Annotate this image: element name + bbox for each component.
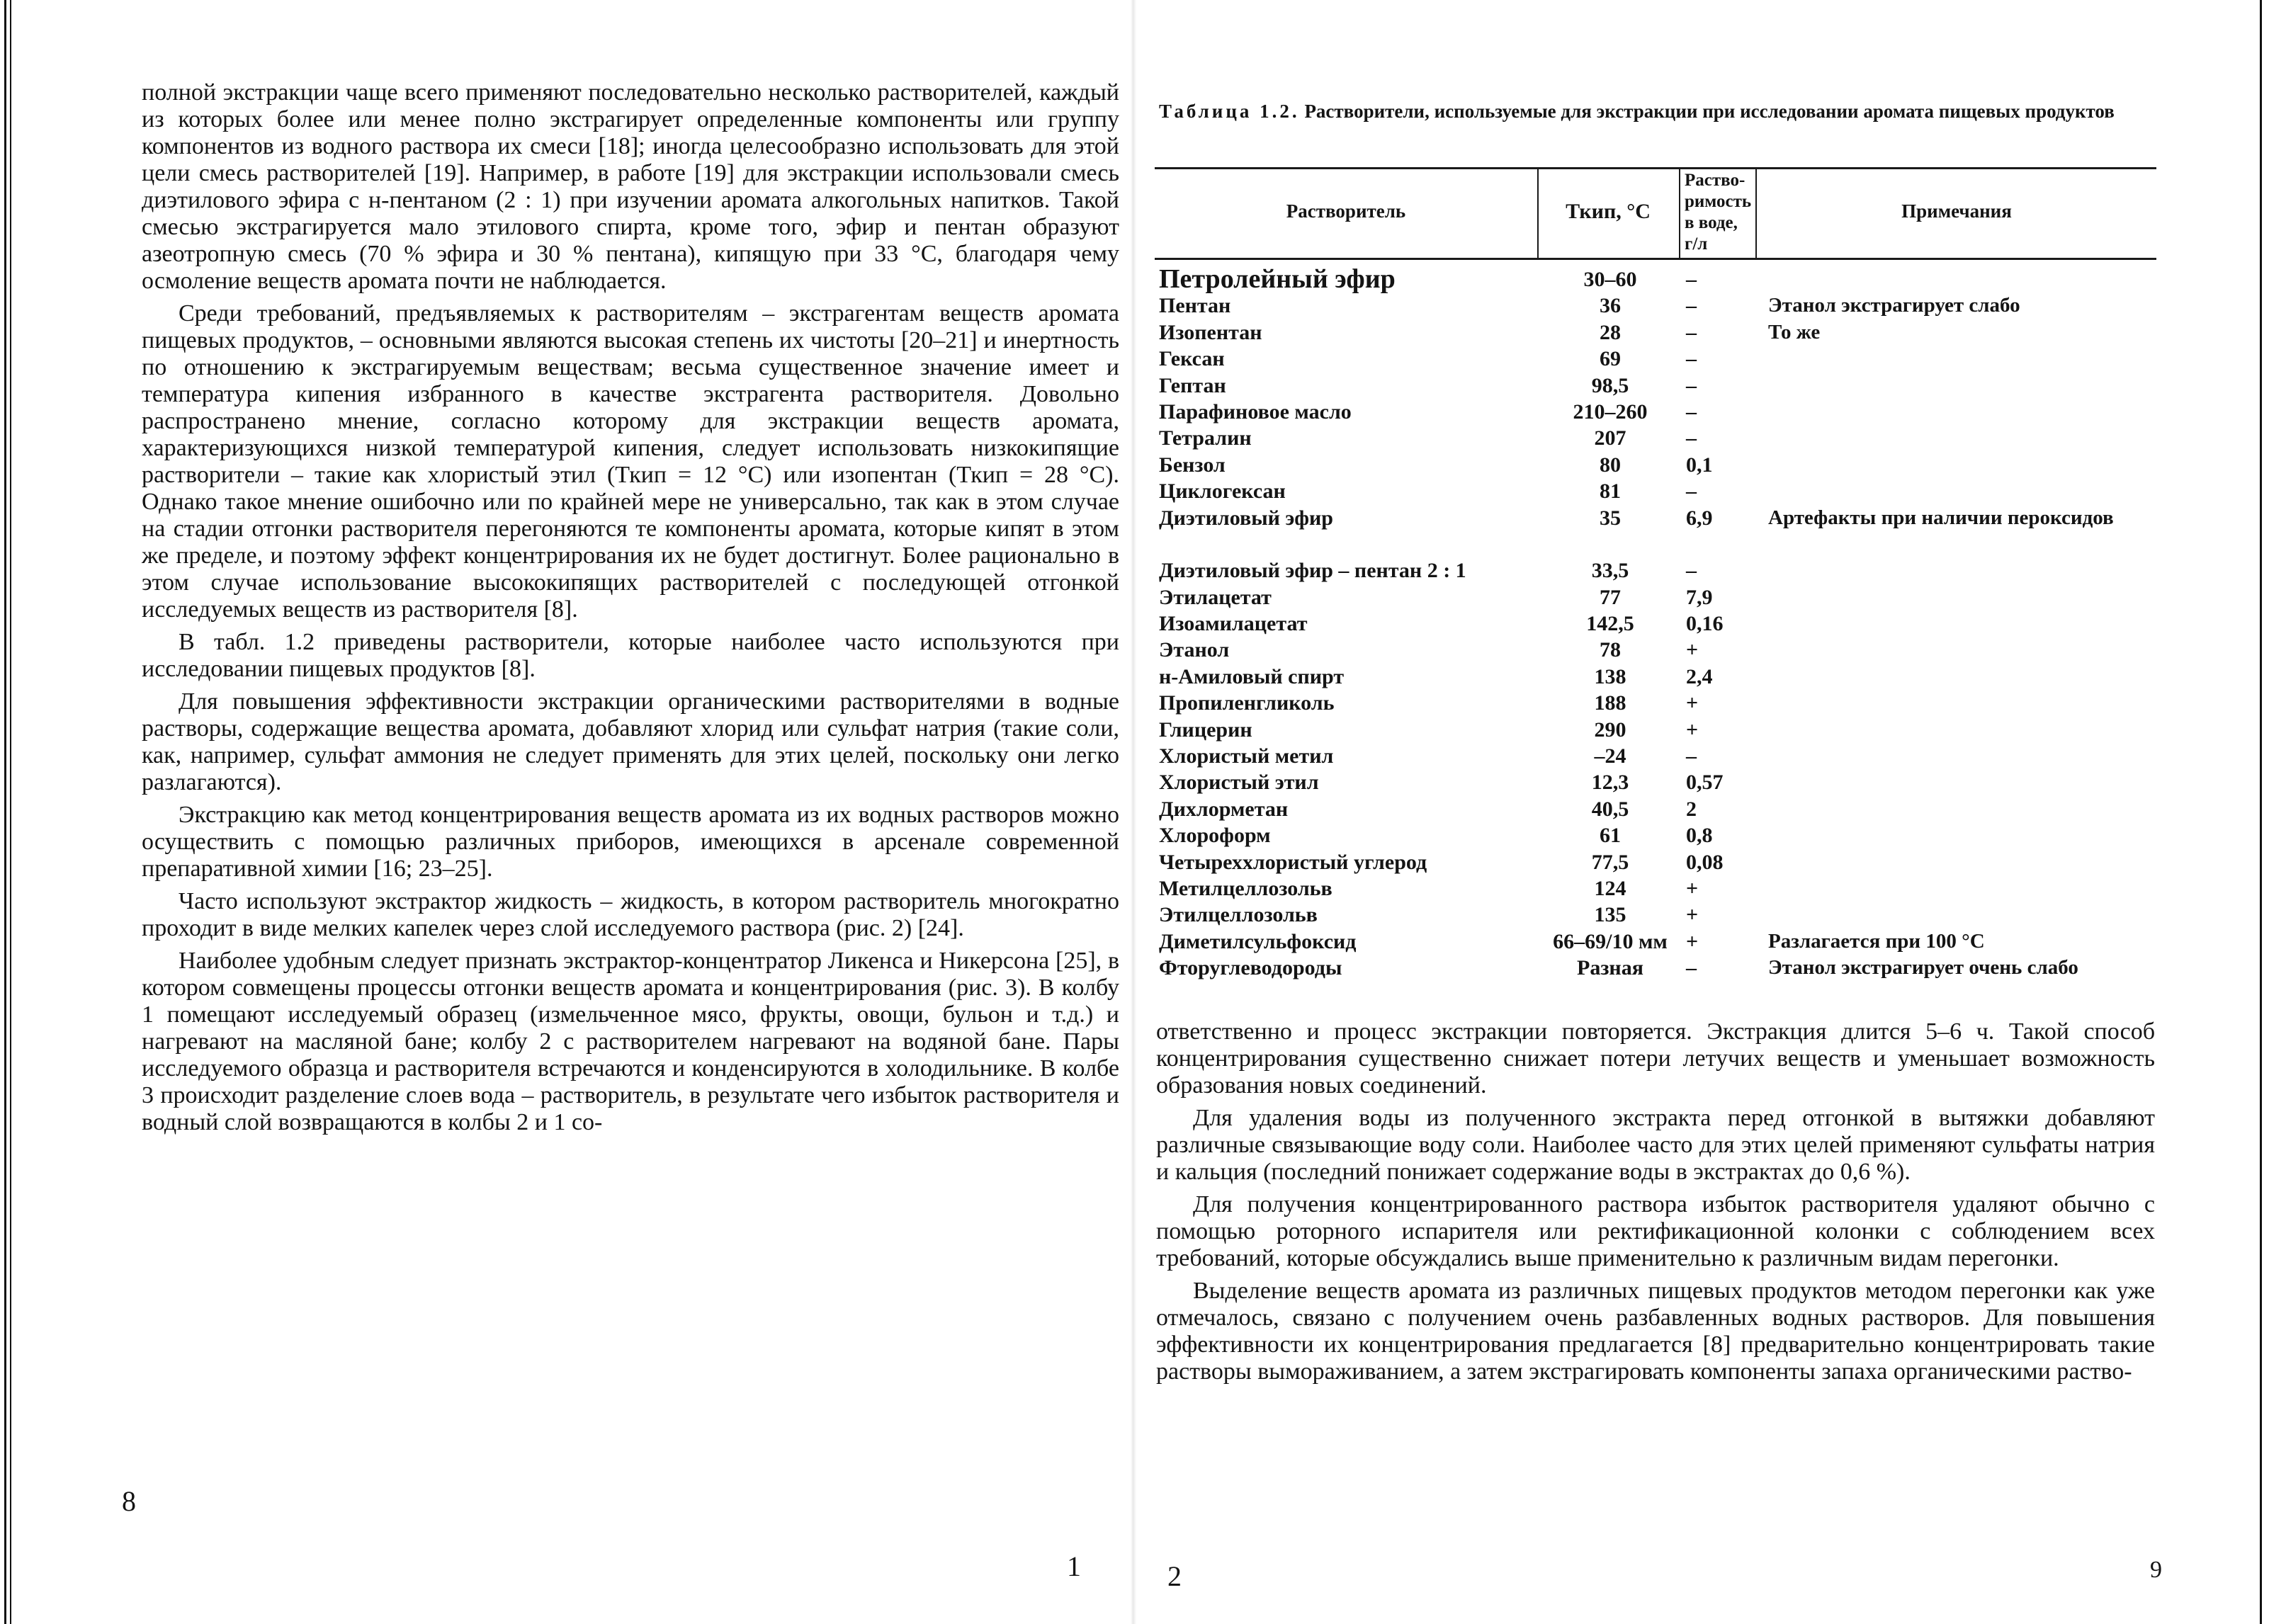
table-row bbox=[1155, 611, 2156, 637]
table-row bbox=[1155, 557, 2156, 584]
solvent-name: Парафиновое масло bbox=[1159, 399, 1352, 424]
solvent-name: Этилцеллозольв bbox=[1159, 903, 1318, 927]
table-row bbox=[1155, 637, 2156, 663]
table-row bbox=[1155, 796, 2156, 822]
solubility: 0,57 bbox=[1686, 771, 1724, 795]
solvent-name: Диэтиловый эфир bbox=[1159, 506, 1333, 530]
solvent-name: Пентан bbox=[1159, 294, 1231, 318]
solubility: 0,8 bbox=[1686, 824, 1713, 848]
solubility: + bbox=[1686, 638, 1699, 662]
solvent-name: Диэтиловый эфир – пентан 2 : 1 bbox=[1159, 559, 1466, 583]
solvent-name: Тетралин bbox=[1159, 426, 1252, 450]
table-row bbox=[1155, 849, 2156, 875]
boiling-point: 78 bbox=[1600, 638, 1621, 662]
paragraph: В табл. 1.2 приведены растворители, которые наиболее часто используются при исследовании пищевых продуктов [8]. bbox=[142, 629, 1119, 682]
paragraph: Наиболее удобным следует признать экстрактор-концентратор Ликенса и Никерсона [25], в котором совмещены процессы отгонки веществ аромата и концентрирования (рис. 3). В колбу 1 помещают исследуемый образец (измельченное мясо, фрукты, овощи, бульон и т.д.) и нагревают на масляной бане; колбу 2 с растворителем нагревают на водяной бане. Пары исследуемого образца и растворителя встречаются и конденсируются в холодильнике. В колбе 3 происходит разделение слоев вода – растворитель, в результате чего избыток растворителя и водный слой возвращаются в колбы 2 и 1 со- bbox=[142, 948, 1119, 1135]
solubility: – bbox=[1686, 956, 1697, 980]
solubility: – bbox=[1686, 399, 1697, 424]
solubility: + bbox=[1686, 877, 1699, 900]
paragraph: Выделение веществ аромата из различных пищевых продуктов методом перегонки как уже отмечалось, связано с получением очень разбавленных водных растворов. Для повышения эффективности их концентрирования предлагается [8] предварительно концентрировать такие растворы вымораживанием, а затем экстрагировать компоненты запаха органическими раство- bbox=[1156, 1278, 2155, 1385]
solubility: + bbox=[1686, 929, 1699, 953]
table-row bbox=[1155, 902, 2156, 928]
solvent-name: Дихлорметан bbox=[1159, 797, 1289, 821]
boiling-point: 77 bbox=[1600, 585, 1621, 609]
solubility: – bbox=[1686, 294, 1697, 318]
right-page-body bbox=[1156, 1018, 2155, 1391]
solvent-name: Этанол bbox=[1159, 638, 1230, 662]
solvent-name: Хлористый метил bbox=[1159, 744, 1334, 768]
table-row bbox=[1155, 478, 2156, 504]
table-row bbox=[1155, 822, 2156, 848]
header-separator bbox=[1679, 167, 1680, 259]
solubility: 6,9 bbox=[1686, 506, 1713, 530]
header-solubility-line: в воде, bbox=[1685, 213, 1738, 232]
header-solvent: Растворитель bbox=[1286, 200, 1406, 222]
boiling-point: 12,3 bbox=[1591, 771, 1629, 795]
table-row bbox=[1155, 399, 2156, 425]
boiling-point: 142,5 bbox=[1586, 612, 1634, 636]
header-boiling-point: Ткип, °С bbox=[1566, 200, 1651, 223]
solubility: – bbox=[1686, 479, 1697, 504]
table-caption-text: Растворители, используемые для экстракции при исследовании аромата пищевых продуктов bbox=[1304, 101, 2115, 122]
solvents-table bbox=[1155, 167, 2156, 1017]
note: То же bbox=[1768, 320, 1821, 343]
solvent-name: Хлороформ bbox=[1159, 824, 1271, 848]
solvent-name: Изопентан bbox=[1159, 320, 1262, 344]
solubility: 0,08 bbox=[1686, 850, 1724, 874]
solubility: 0,1 bbox=[1686, 453, 1713, 477]
solvent-name: Метилцеллозольв bbox=[1159, 877, 1332, 900]
solvent-name: Изоамилацетат bbox=[1159, 612, 1308, 636]
solubility: 2 bbox=[1686, 797, 1697, 821]
header-solubility-line: римость bbox=[1685, 192, 1752, 211]
solvent-name: Петролейный эфир bbox=[1159, 264, 1396, 294]
boiling-point: 188 bbox=[1594, 691, 1626, 715]
paragraph: полной экстракции чаще всего применяют последовательно несколько растворителей, каждый из которых более или менее полно экстрагирует определенные компоненты или группу компонентов из водного раствора их смеси [18]; иногда целесообразно использовать для этой цели смесь растворителей [19]. Например, в работе [19] для экстракции использовали смесь диэтилового эфира с н-пентаном (2 : 1) при изучении аромата алкогольных напитков. Такой смесью экстрагируется мало этилового спирта, кроме того, эфир и пентан образуют азеотропную смесь (70 % эфира и 30 % пентана), кипящую при 33 °С, благодаря чему осмоление веществ аромата почти не наблюдается. bbox=[142, 79, 1119, 294]
solubility: – bbox=[1686, 268, 1697, 291]
note: Разлагается при 100 °С bbox=[1768, 929, 1985, 953]
boiling-point: 207 bbox=[1594, 426, 1626, 450]
boiling-point: 61 bbox=[1600, 824, 1621, 848]
solvent-name: Пропиленгликоль bbox=[1159, 691, 1335, 715]
table-row bbox=[1155, 769, 2156, 795]
boiling-point: 138 bbox=[1594, 664, 1626, 688]
solubility: + bbox=[1686, 691, 1699, 715]
table-header-rule bbox=[1155, 258, 2156, 260]
table-row bbox=[1155, 319, 2156, 346]
table-row bbox=[1155, 584, 2156, 611]
solvent-name: Фторуглеводороды bbox=[1159, 956, 1342, 980]
table-caption bbox=[1159, 99, 2151, 123]
header-notes: Примечания bbox=[1901, 200, 2012, 222]
solubility: 2,4 bbox=[1686, 664, 1713, 688]
left-page bbox=[0, 0, 1133, 1624]
solvent-name: Бензол bbox=[1159, 453, 1226, 477]
table-row bbox=[1155, 955, 2156, 1008]
signature-mark: 1 bbox=[1067, 1550, 1081, 1582]
table-top-rule bbox=[1155, 167, 2156, 169]
boiling-point: 290 bbox=[1594, 717, 1626, 742]
signature-mark: 2 bbox=[1167, 1560, 1182, 1592]
boiling-point: 36 bbox=[1600, 294, 1621, 318]
solubility: – bbox=[1686, 744, 1697, 768]
right-page bbox=[1133, 0, 2269, 1624]
boiling-point: 66–69/10 мм bbox=[1553, 929, 1668, 953]
boiling-point: 135 bbox=[1594, 903, 1626, 927]
boiling-point: 98,5 bbox=[1591, 373, 1629, 397]
table-row bbox=[1155, 505, 2156, 558]
paragraph: ответственно и процесс экстракции повторяется. Экстракция длится 5–6 ч. Такой способ концентрирования существенно снижает потери летучих веществ и уменьшает возможность образования новых соединений. bbox=[1156, 1018, 2155, 1098]
table-row bbox=[1155, 664, 2156, 690]
page-number: 9 bbox=[2150, 1557, 2162, 1583]
boiling-point: 40,5 bbox=[1591, 797, 1629, 821]
boiling-point: 35 bbox=[1600, 506, 1621, 530]
boiling-point: Разная bbox=[1577, 956, 1643, 980]
table-row bbox=[1155, 929, 2156, 955]
boiling-point: 30–60 bbox=[1583, 268, 1637, 291]
table-row bbox=[1155, 452, 2156, 478]
solvent-name: Гептан bbox=[1159, 373, 1226, 397]
table-row bbox=[1155, 425, 2156, 451]
table-row bbox=[1155, 293, 2156, 319]
table-row bbox=[1155, 743, 2156, 769]
paragraph: Для получения концентрированного раствора избыток растворителя удаляют обычно с помощью роторного испарителя или ректификационной колонки с соблюдением всех требований, которые обсуждались выше применительно к различным видам перегонки. bbox=[1156, 1191, 2155, 1271]
solubility: – bbox=[1686, 559, 1697, 583]
boiling-point: 124 bbox=[1594, 877, 1626, 900]
paragraph: Для удаления воды из полученного экстракта перед отгонкой в вытяжки добавляют различные связывающие воду соли. Наиболее часто для этих целей применяют сульфаты натрия и кальция (последний понижает содержание воды в экстрактах до 0,6 %). bbox=[1156, 1105, 2155, 1185]
solvent-name: Этилацетат bbox=[1159, 585, 1272, 609]
header-solubility-line: Раство- bbox=[1685, 171, 1745, 190]
paragraph: Экстракцию как метод концентрирования веществ аромата из их водных растворов можно осуществить с помощью различных приборов, имеющихся в арсенале современной препаративной химии [16; 23–25]. bbox=[142, 802, 1119, 882]
table-caption-tag: Таблица 1.2. bbox=[1159, 101, 1300, 122]
solubility: – bbox=[1686, 347, 1697, 371]
solubility: – bbox=[1686, 426, 1697, 450]
boiling-point: 69 bbox=[1600, 347, 1621, 371]
boiling-point: 80 bbox=[1600, 453, 1621, 477]
solvent-name: Хлористый этил bbox=[1159, 771, 1319, 795]
left-page-body bbox=[142, 79, 1119, 1142]
solvent-name: н-Амиловый спирт bbox=[1159, 664, 1345, 688]
header-solubility-line: г/л bbox=[1685, 234, 1708, 254]
solvent-name: Диметилсульфоксид bbox=[1159, 929, 1357, 953]
solvent-name: Гексан bbox=[1159, 347, 1225, 371]
paragraph: Для повышения эффективности экстракции органическими растворителями в водные растворы, содержащие вещества аромата, добавляют хлорид или сульфат натрия (такие соли, как, например, сульфат аммония не следует применять для этих целей, поскольку они легко разлагаются). bbox=[142, 688, 1119, 795]
header-solubility bbox=[1685, 170, 1755, 255]
table-body bbox=[1155, 266, 2156, 1008]
solubility: 7,9 bbox=[1686, 585, 1713, 609]
boiling-point: 33,5 bbox=[1591, 559, 1629, 583]
boiling-point: 77,5 bbox=[1591, 850, 1629, 874]
solubility: + bbox=[1686, 903, 1699, 927]
paragraph: Среди требований, предъявляемых к растворителям – экстрагентам веществ аромата пищевых продуктов, – основными являются высокая степень их чистоты [20–21] и инертность по отношению к экстрагируемым веществам; весьма существенное значение имеет и температура кипения избранного в качестве экстрагента растворителя. Довольно распространено мнение, согласно которому для экстракции веществ аромата, характеризующихся низкой температурой кипения, следует использовать низкокипящие растворители – такие как хлористый этил (Ткип = 12 °С) или изопентан (Ткип = 28 °С). Однако такое мнение ошибочно или по крайней мере не универсально, так как в этом случае на стадии отгонки растворителя перегоняются те компоненты аромата, которые кипят в этом же пределе, и поэтому эффект концентрирования их не будет достигнут. Более рационально в этом случае использование высококипящих растворителей с последующей отгонкой исследуемых веществ из растворителя [8]. bbox=[142, 300, 1119, 623]
page-number: 8 bbox=[122, 1485, 136, 1517]
solubility: – bbox=[1686, 320, 1697, 344]
table-row bbox=[1155, 875, 2156, 902]
boiling-point: 28 bbox=[1600, 320, 1621, 344]
solvent-name: Глицерин bbox=[1159, 717, 1252, 742]
table-row bbox=[1155, 266, 2156, 293]
paragraph: Часто используют экстрактор жидкость – жидкость, в котором растворитель многократно проходит в виде мелких капелек через слой исследуемого раствора (рис. 2) [24]. bbox=[142, 888, 1119, 941]
table-row bbox=[1155, 346, 2156, 372]
solvent-name: Четыреххлористый углерод bbox=[1159, 850, 1427, 874]
solubility: – bbox=[1686, 373, 1697, 397]
boiling-point: 210–260 bbox=[1573, 399, 1648, 424]
note: Артефакты при наличии пероксидов bbox=[1768, 506, 2114, 529]
table-row bbox=[1155, 717, 2156, 743]
boiling-point: –24 bbox=[1594, 744, 1626, 768]
solubility: 0,16 bbox=[1686, 612, 1724, 636]
note: Этанол экстрагирует очень слабо bbox=[1768, 956, 2078, 979]
boiling-point: 81 bbox=[1600, 479, 1621, 504]
table-row bbox=[1155, 690, 2156, 716]
table-row bbox=[1155, 373, 2156, 399]
solvent-name: Циклогексан bbox=[1159, 479, 1286, 504]
note: Этанол экстрагирует слабо bbox=[1768, 294, 2020, 317]
solubility: + bbox=[1686, 717, 1699, 742]
